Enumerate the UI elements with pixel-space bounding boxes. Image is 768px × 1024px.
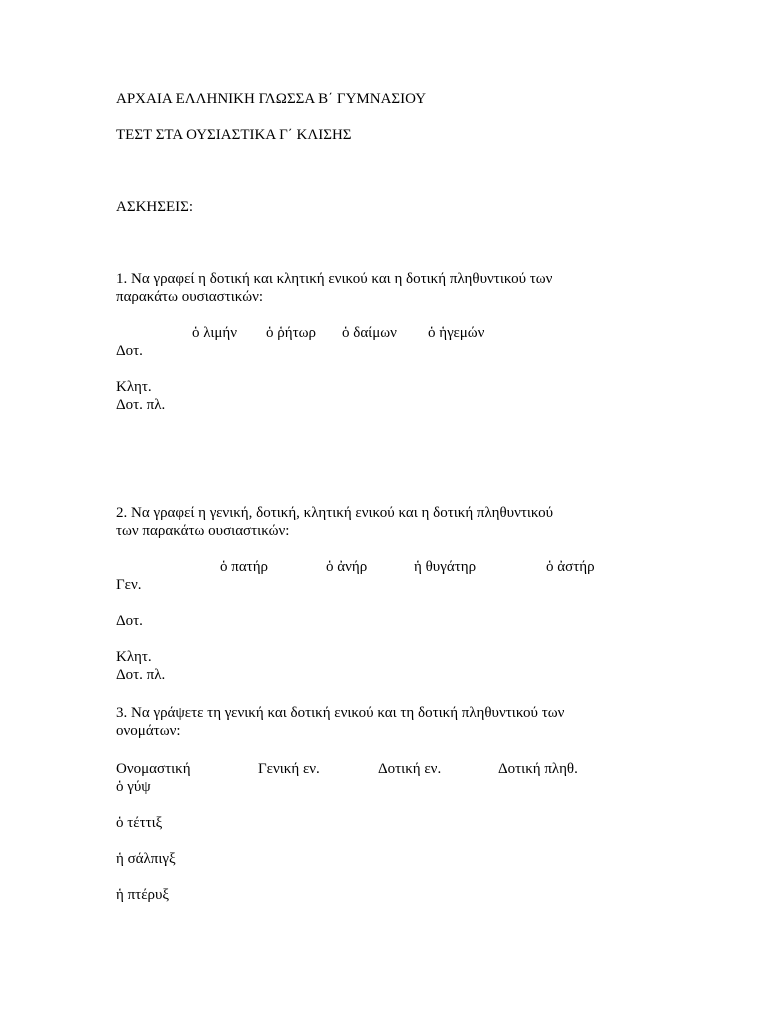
exercise-2-line-1: 2. Να γραφεί η γενική, δοτική, κλητική ενικού και η δοτική πληθυντικού (116, 505, 554, 521)
exercise-2-line-2: των παρακάτω ουσιαστικών: (116, 523, 290, 539)
exercise-2-row-label: Δοτ. πλ. (116, 667, 166, 683)
document-title: ΑΡΧΑΙΑ ΕΛΛΗΝΙΚΗ ΓΛΩΣΣΑ Β΄ ΓΥΜΝΑΣΙΟΥ (116, 91, 427, 107)
exercise-3-column-header: Ονομαστική (116, 761, 191, 777)
exercise-2-row-label: Γεν. (116, 577, 142, 593)
exercise-3-row-label: ἡ σάλπιγξ (116, 851, 176, 867)
exercise-3-row-label: ὁ τέττιξ (116, 815, 163, 831)
exercise-1-prompt (116, 270, 652, 288)
exercise-2-word: ὁ ἀστήρ (546, 559, 595, 575)
exercise-3-prompt (116, 704, 652, 722)
exercise-1-line-1: 1. Να γραφεί η δοτική και κλητική ενικού και η δοτική πληθυντικού των (116, 271, 553, 287)
exercise-2-word: ὁ ἀνήρ (326, 559, 368, 575)
exercise-1-word: ὁ δαίμων (342, 325, 397, 341)
exercise-1-line-2: παρακάτω ουσιαστικών: (116, 289, 264, 305)
exercise-3-row-label: ἡ πτέρυξ (116, 887, 170, 903)
exercise-2-prompt (116, 504, 652, 522)
exercise-3-column-header: Δοτική εν. (378, 761, 442, 777)
exercise-3-column-header: Γενική εν. (258, 761, 320, 777)
exercise-3-column-header: Δοτική πληθ. (498, 761, 578, 777)
exercise-2-row-label: Δοτ. (116, 613, 143, 629)
exercise-3-row-label: ὁ γύψ (116, 779, 151, 795)
exercise-1-row-label: Δοτ. πλ. (116, 397, 166, 413)
exercise-1-word: ὁ λιμήν (192, 325, 238, 341)
exercise-2-word: ἡ θυγάτηρ (414, 559, 477, 575)
exercise-3-line-2: ονομάτων: (116, 723, 181, 739)
exercise-1-row-label: Δοτ. (116, 343, 143, 359)
exercises-heading: ΑΣΚΗΣΕΙΣ: (116, 199, 194, 215)
exercise-1-word: ὁ ῥήτωρ (266, 325, 316, 341)
exercise-3-line-1: 3. Να γράψετε τη γενική και δοτική ενικού και τη δοτική πληθυντικού των (116, 705, 565, 721)
exercise-1-word: ὁ ἡγεμών (428, 325, 485, 341)
document-subtitle: ΤΕΣΤ ΣΤΑ ΟΥΣΙΑΣΤΙΚΑ Γ΄ ΚΛΙΣΗΣ (116, 127, 352, 143)
exercise-2-row-label: Κλητ. (116, 649, 152, 665)
exercise-2-word: ὁ πατήρ (220, 559, 269, 575)
exercise-1-row-label: Κλητ. (116, 379, 152, 395)
